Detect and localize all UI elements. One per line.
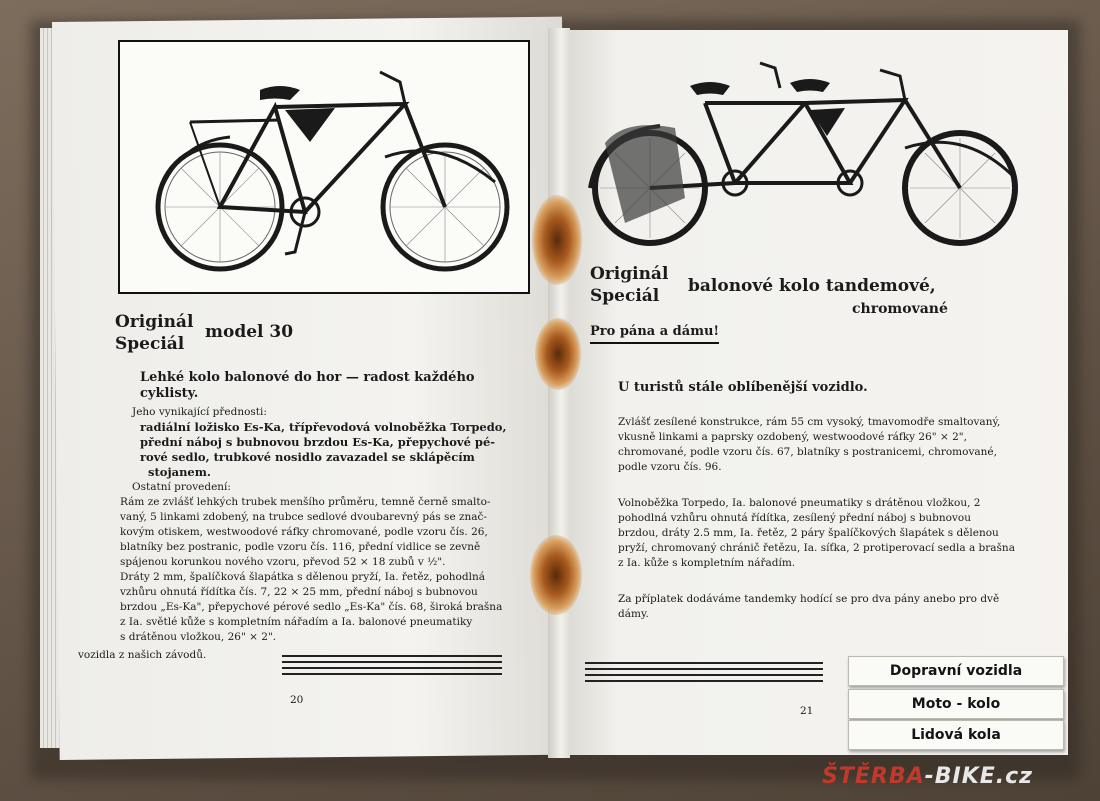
bicycle-illustration bbox=[120, 42, 528, 292]
tab-lidova-kola[interactable]: Lidová kola bbox=[848, 720, 1064, 750]
features-label: Jeho vynikající přednosti: bbox=[132, 406, 267, 418]
right-title-special: Speciál bbox=[590, 286, 660, 306]
left-subtitle-line2: cyklisty. bbox=[140, 386, 199, 401]
watermark-domain: -BIKE.cz bbox=[924, 764, 1033, 789]
spec-line: z Ia. kůže s kompletním nářadím. bbox=[618, 557, 796, 569]
bicycle-photo bbox=[118, 40, 530, 294]
feature-line: stojanem. bbox=[148, 465, 211, 479]
burn-mark-1 bbox=[532, 195, 582, 285]
right-headline: balonové kolo tandemové, bbox=[688, 276, 936, 296]
right-decorative-lines bbox=[585, 662, 823, 686]
spec-line: z Ia. světlé kůže s kompletním nářadím a Ia. balonové pneumatiky bbox=[120, 616, 473, 628]
features-list bbox=[140, 420, 535, 480]
feature-line: přední náboj s bubnovou brzdou Es-Ka, přepychové pé- bbox=[140, 435, 496, 449]
left-title-original: Originál bbox=[115, 312, 194, 332]
right-title-original: Originál bbox=[590, 264, 669, 284]
spec-line: pryží, chromovaný chránič řetězu, Ia. síťka, 2 protiperovací sedla a brašna bbox=[618, 542, 1015, 554]
site-watermark bbox=[822, 764, 1033, 789]
book-spine bbox=[548, 28, 570, 758]
dress-guard-net bbox=[605, 125, 685, 223]
tab-dopravni-vozidla[interactable]: Dopravní vozidla bbox=[848, 656, 1064, 686]
left-page-number: 20 bbox=[290, 694, 304, 706]
other-spec-list bbox=[120, 495, 530, 645]
right-subtitle: U turistů stále oblíbenější vozidlo. bbox=[618, 380, 868, 395]
burn-mark-3 bbox=[530, 535, 582, 615]
tandem-illustration bbox=[585, 48, 1025, 258]
feature-line: rové sedlo, trubkové nosidlo zavazadel se sklápěcím bbox=[140, 450, 475, 464]
spec-line: pohodlná vzhůru ohnutá řídítka, zesílený přední náboj s bubnovou bbox=[618, 512, 971, 524]
spec-line: vaný, 5 linkami zdobený, na trubce sedlové dvoubarevný pás se znač- bbox=[120, 511, 487, 523]
tab-moto-kolo[interactable]: Moto - kolo bbox=[848, 689, 1064, 719]
spec-line: Dráty 2 mm, špalíčková šlapátka s dělenou pryží, Ia. řetěz, pohodlná bbox=[120, 571, 485, 583]
spec-line: s drátěnou vložkou, 26" × 2". bbox=[120, 631, 277, 643]
right-paragraph-2 bbox=[618, 496, 1028, 571]
right-paragraph-3 bbox=[618, 592, 1028, 622]
left-model-name: model 30 bbox=[205, 322, 294, 342]
left-subtitle-line1: Lehké kolo balonové do hor — radost každého bbox=[140, 370, 475, 385]
left-decorative-lines bbox=[282, 655, 502, 679]
spec-line: Rám ze zvlášť lehkých trubek menšího průměru, temně černě smalto- bbox=[120, 496, 491, 508]
spec-line: blatníky bez postranic, podle vzoru čís. 116, přední vidlice se zevně bbox=[120, 541, 481, 553]
left-title-special: Speciál bbox=[115, 334, 185, 354]
spec-line: dámy. bbox=[618, 608, 649, 620]
left-under-text: vozidla z našich závodů. bbox=[78, 649, 207, 661]
spec-line: Za příplatek dodáváme tandemky hodící se pro dva pány anebo pro dvě bbox=[618, 593, 1000, 605]
spec-line: brzdou, dráty 2.5 mm, Ia. řetěz, 2 páry špalíčkových šlapátek s dělenou bbox=[618, 527, 999, 539]
watermark-brand: ŠTĚRBA bbox=[822, 764, 925, 789]
spec-line: podle vzoru čís. 96. bbox=[618, 461, 722, 473]
spec-line: spájenou korunkou nového vzoru, převod 52 × 18 zubů v ½". bbox=[120, 556, 446, 568]
spec-line: vzhůru ohnutá řídítka čís. 7, 22 × 25 mm, přední náboj s bubnovou bbox=[120, 586, 478, 598]
burn-mark-2 bbox=[535, 318, 581, 390]
right-headline-chromed: chromované bbox=[852, 301, 948, 317]
tandem-photo bbox=[585, 48, 1025, 258]
spec-line: Zvlášť zesílené konstrukce, rám 55 cm vysoký, tmavomodře smaltovaný, bbox=[618, 416, 1001, 428]
right-tagline: Pro pána a dámu! bbox=[590, 324, 719, 344]
other-label: Ostatní provedení: bbox=[132, 481, 231, 493]
spec-line: brzdou „Es-Ka", přepychové pérové sedlo „Es-Ka" čís. 68, široká brašna bbox=[120, 601, 503, 613]
spec-line: chromované, podle vzoru čís. 67, blatníky s postranicemi, chromované, bbox=[618, 446, 997, 458]
feature-line: radiální ložisko Es-Ka, třípřevodová volnoběžka Torpedo, bbox=[140, 420, 507, 434]
spec-line: kovým otiskem, westwoodové ráfky chromované, podle vzoru čís. 26, bbox=[120, 526, 488, 538]
right-paragraph-1 bbox=[618, 415, 1028, 475]
right-page-number: 21 bbox=[800, 705, 814, 717]
spec-line: vkusně linkami a paprsky ozdobený, westwoodové ráfky 26" × 2", bbox=[618, 431, 967, 443]
spec-line: Volnoběžka Torpedo, Ia. balonové pneumatiky s drátěnou vložkou, 2 bbox=[618, 497, 981, 509]
